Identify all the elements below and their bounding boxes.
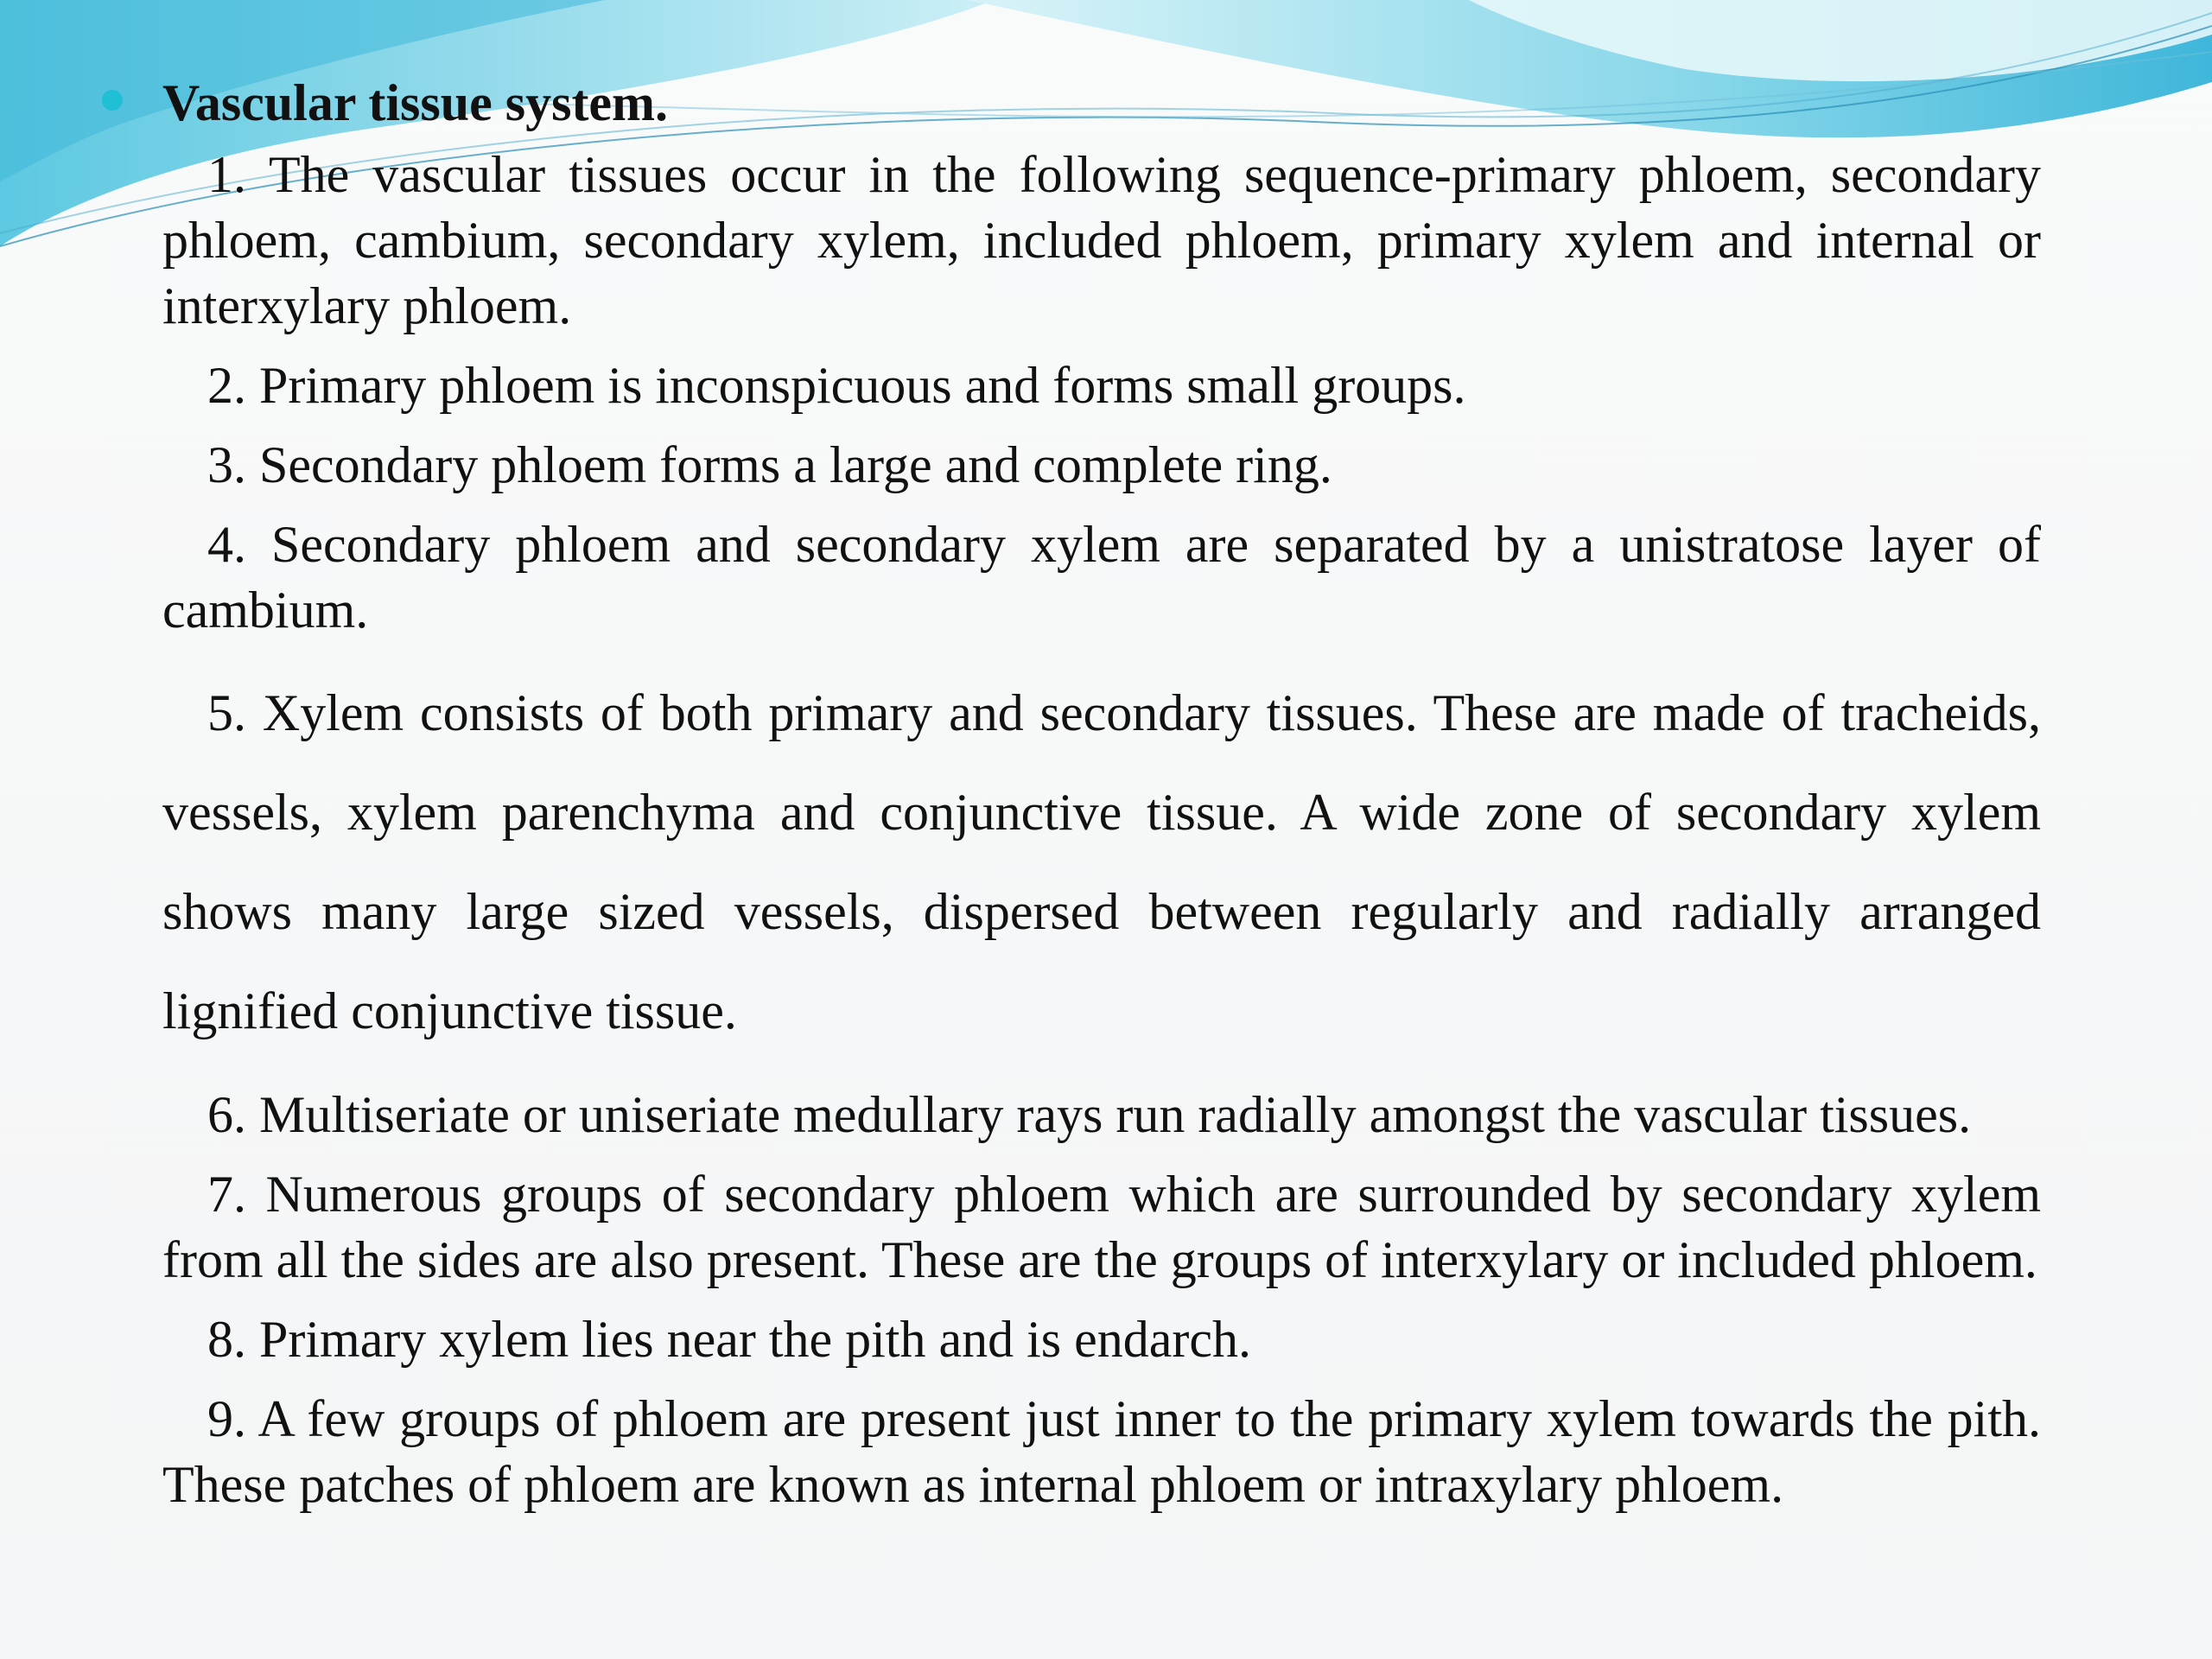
list-item: 1. The vascular tissues occur in the following sequence-primary phloem, secondary phloem, cambium, secondary xylem, included phloem, primary xylem and internal or interxylary phloem. xyxy=(162,146,2041,334)
list-item: 2. Primary phloem is inconspicuous and forms small groups. xyxy=(207,357,1466,414)
slide-heading: Vascular tissue system. xyxy=(162,74,669,131)
list-item: 8. Primary xylem lies near the pith and is endarch. xyxy=(207,1311,1251,1368)
list-item: 6. Multiseriate or uniseriate medullary rays run radially amongst the vascular tissues. xyxy=(207,1086,1972,1143)
list-item: 5. Xylem consists of both primary and secondary tissues. These are made of tracheids, vessels, xylem parenchyma and conjunctive tissue. A wide zone of secondary xylem shows many large sized vessels, dispersed between regularly and radially arranged lignified conjunctive tissue. xyxy=(162,684,2041,1039)
list-item: 3. Secondary phloem forms a large and complete ring. xyxy=(207,436,1332,493)
list-item: 7. Numerous groups of secondary phloem which are surrounded by secondary xylem from all the sides are also present. These are the groups of interxylary or included phloem. xyxy=(162,1166,2041,1288)
list-item: 4. Secondary phloem and secondary xylem are separated by a unistratose layer of cambium. xyxy=(162,516,2041,639)
slide-content xyxy=(162,69,2041,1517)
bullet-icon xyxy=(102,90,123,111)
list-item: 9. A few groups of phloem are present just inner to the primary xylem towards the pith. These patches of phloem are known as internal phloem or intraxylary phloem. xyxy=(162,1390,2041,1513)
heading-row xyxy=(162,69,2041,137)
